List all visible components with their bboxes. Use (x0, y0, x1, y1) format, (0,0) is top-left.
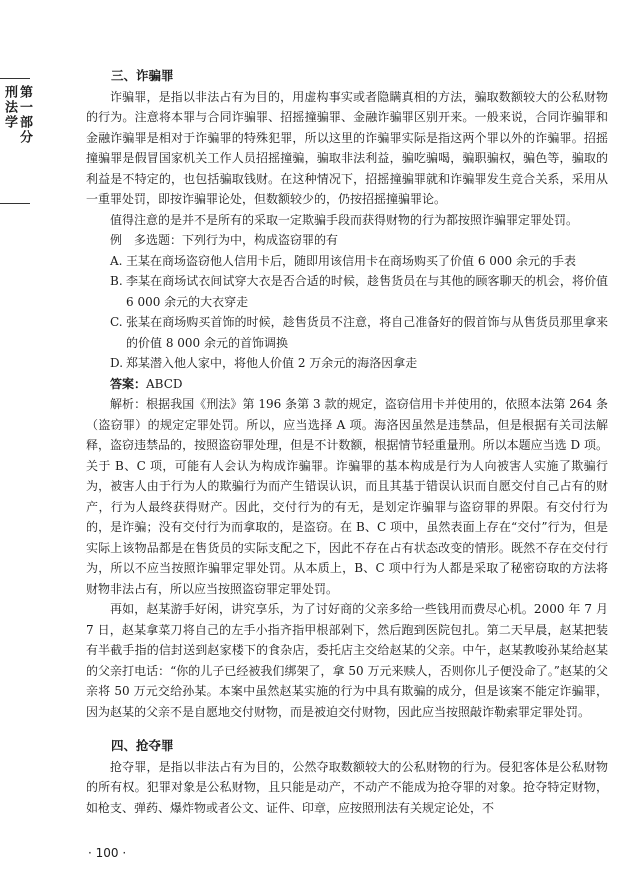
side-tab-subject-label: 刑法学 (2, 85, 17, 130)
example-question: 例 多选题：下列行为中，构成盗窃罪的有 (110, 233, 339, 247)
option-d-key: D. (110, 356, 124, 370)
option-a (110, 251, 608, 272)
answer-line (86, 374, 608, 395)
option-c-text: 张某在商场购买首饰的时候，趁售货员不注意，将自己准备好的假首饰与从售货员那里拿来的价值 8 000 余元的首饰调换 (126, 315, 608, 350)
option-c (110, 312, 608, 353)
option-d (110, 353, 608, 374)
fraud-definition-paragraph: 诈骗罪，是指以非法占有为目的，用虚构事实或者隐瞒真相的方法，骗取数额较大的公私财物的行为。注意将本罪与合同诈骗罪、招摇撞骗罪、金融诈骗罪区别开来。一般来说，合同诈骗罪和金融诈骗罪是相对于诈骗罪的特殊犯罪，所以这里的诈骗罪实际是指这两个罪以外的诈骗罪。招摇撞骗罪是假冒国家机关工作人员招摇撞骗，骗取非法利益，骗吃骗喝，骗职骗权，骗色等，骗取的利益是不特定的，也包括骗取钱财。在这种情况下，招摇撞骗罪就和诈骗罪发生竞合关系，采用从一重罪处罚，即按诈骗罪论处，但数额较少的，仍按招摇撞骗罪论。 (86, 89, 608, 206)
option-c-key: C. (110, 315, 123, 329)
option-b-text: 李某在商场试衣间试穿大衣是否合适的时候，趁售货员在与其他的顾客聊天的机会，将价值 6 000 余元的大衣穿走 (126, 274, 608, 309)
option-d-text: 郑某潜入他人家中，将他人价值 2 万余元的海洛因拿走 (126, 356, 418, 370)
analysis-paragraph: 解析：根据我国《刑法》第 196 条第 3 款的规定，盗窃信用卡并使用的，依照本法第 264 条（盗窃罪）的规定定罪处罚。所以，应当选择 A 项。海洛因虽然是违禁品，但是根据有关司法解释，盗窃违禁品的，按照盗窃罪处理，但是不计数额，根据情节轻重量刑。所以本题应当选 D 项。关于 B、C 项，可能有人会认为构成诈骗罪。诈骗罪的基本构成是行为人向被害人实施了欺骗行为，被害人由于行为人的欺骗行为而产生错误认识，而且其基于错误认识而自愿交付自己占有的财产，行为人最终获得财产。因此，交付行为的有无，是划定诈骗罪与盗窃罪的界限。有交付行为的，是诈骗；没有交付行为而拿取的，是盗窃。在 B、C 项中，虽然表面上存在“交付”行为，但是实际上该物品都是在售货员的实际支配之下，因此不存在占有状态改变的情形。既然不存在交付行为，所以不应当按照诈骗罪定罪处罚。从本质上，B、C 项中行为人都是采取了秘密窃取的方法将财物非法占有，所以应当按照盗窃罪定罪处罚。 (86, 397, 608, 596)
page-content (86, 66, 608, 818)
section-heading-fraud: 三、诈骗罪 (111, 68, 174, 83)
option-b-key: B. (110, 274, 123, 288)
option-a-key: A. (110, 253, 123, 268)
example-options (86, 251, 608, 374)
option-a-text: 王某在商场盗窃他人信用卡后，随即用该信用卡在商场购买了价值 6 000 余元的手表 (126, 253, 576, 268)
section-heading-robbery: 四、抢夺罪 (111, 738, 174, 753)
answer-value: ABCD (146, 376, 183, 391)
page-number: · 100 · (88, 846, 127, 860)
extortion-case-paragraph: 再如，赵某游手好闲，讲究享乐，为了讨好商的父亲多给一些钱用而费尽心机。2000 年 7 月 7 日，赵某拿菜刀将自己的左手小指齐指甲根部剁下，然后跑到医院包扎。第二天早晨，赵某把装有半截手指的信封送到赵家楼下的食杂店，委托店主交给赵某的父亲。中午，赵某教唆孙某给赵某的父亲打电话：“你的儿子已经被我们绑架了，拿 50 万元来赎人，否则你儿子便没命了。”赵某的父亲将 50 万元交给孙某。本案中虽然赵某实施的行为中具有欺骗的成分，但是该案不能定诈骗罪，因为赵某的父亲不是自愿地交付财物，而是被迫交付财物，因此应当按照敲诈勒索罪定罪处罚。 (86, 602, 608, 719)
answer-label: 答案： (110, 376, 147, 391)
robbery-definition-paragraph: 抢夺罪，是指以非法占有为目的，公然夺取数额较大的公私财物的行为。侵犯客体是公私财物的所有权。犯罪对象是公私财物，且只能是动产，不动产不能成为抢夺罪的对象。抢夺特定财物，如枪支、弹药、爆炸物或者公文、证件、印章，应按照刑法有关规定论处，不 (86, 759, 608, 815)
option-b (110, 271, 608, 312)
chapter-side-tab (0, 78, 30, 204)
side-tab-part-label: 第一部分 (17, 85, 32, 145)
fraud-note-paragraph: 值得注意的是并不是所有的采取一定欺骗手段而获得财物的行为都按照诈骗罪定罪处罚。 (110, 212, 579, 227)
